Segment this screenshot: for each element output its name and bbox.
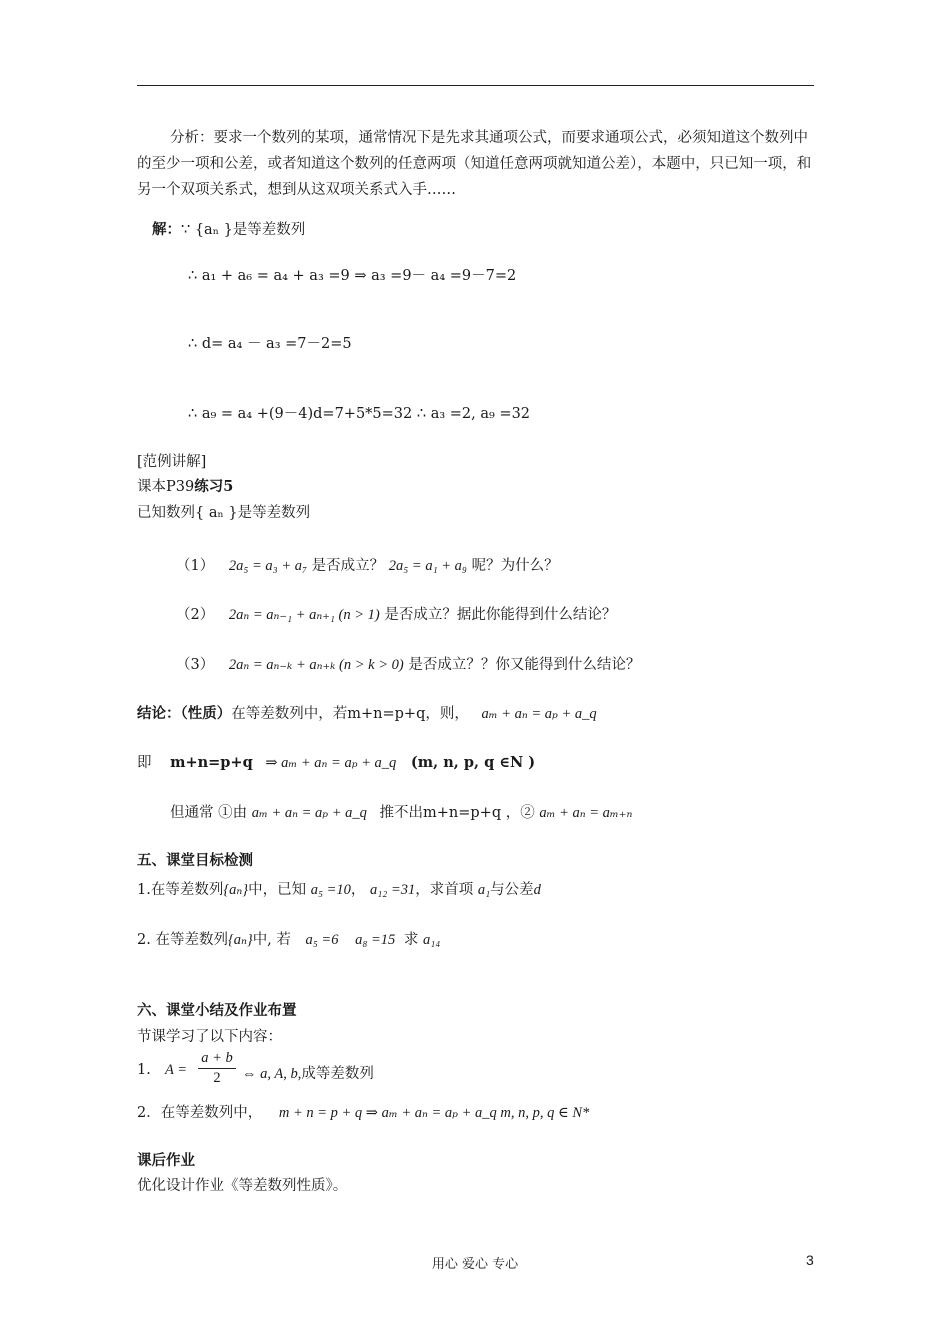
fraction-denominator: 2 (213, 1070, 221, 1086)
ji-condition: m+n=p+q (170, 754, 253, 771)
conclusion-line (137, 704, 597, 724)
exercise-2-target: a₁₄ (423, 932, 441, 948)
exercise-1-seq: {aₙ} (223, 882, 249, 898)
question-2-expr: 2aₙ = aₙ₋₁ + aₙ₊₁ (n > 1) (228, 607, 380, 623)
exercise-1-ask: ，求首项 (415, 882, 474, 898)
summary-item-2 (137, 1103, 589, 1123)
question-1-label: （1） (176, 558, 215, 574)
summary-item-1-rhs: ⇔ a, A, b, (242, 1066, 302, 1082)
example-source (137, 477, 233, 497)
homework-text: 优化设计作业《等差数列性质》。 (137, 1178, 348, 1194)
exercise-1-cond-1: a₅ =10 (310, 882, 351, 898)
fraction-bar (198, 1068, 236, 1069)
header-rule (137, 85, 814, 86)
example-source-prefix: 课本P39 (137, 479, 195, 495)
ji-expr: ⇒ aₘ + aₙ = aₚ + a_q (265, 755, 397, 771)
question-1-tail: 呢？为什么？ (471, 558, 559, 574)
conclusion-text: 在等差数列中，若m+n=p+q，则， (231, 706, 469, 722)
summary-item-1-tail: 成等差数列 (301, 1066, 374, 1082)
page-number: 3 (806, 1252, 814, 1268)
exercise-2-mid: 中, 若 (252, 932, 291, 948)
question-1-expr-1: 2a₅ = a₃ + a₇ (228, 558, 308, 574)
exercise-1-and: 与公差 (490, 882, 534, 898)
analysis-paragraph: 分析：要求一个数列的某项，通常情况下是先求其通项公式，而要求通项公式，必须知道这个数列中的至少一项和公差，或者知道这个数列的任意两项（知道任意两项就知道公差），本题中，只已知一项，和另一个双项关系式，想到从这双项关系式入手…… (137, 130, 812, 198)
exercise-1-a1: a₁ (477, 882, 491, 898)
question-2-tail: 是否成立？据此你能得到什么结论？ (384, 607, 617, 623)
exercise-1-sep: ， (350, 882, 366, 898)
note-expr-2: aₘ + aₙ = aₘ₊ₙ (539, 805, 633, 821)
summary-item-1-number: 1. (137, 1062, 151, 1078)
question-3-expr: 2aₙ = aₙ₋ₖ + aₙ₊ₖ (n > k > 0) (228, 657, 404, 673)
solution-line-0 (152, 220, 305, 240)
ji-label: 即 (137, 755, 152, 771)
summary-item-1-rhs-wrap (242, 1062, 374, 1083)
ji-domain: (m, n, p, q ∈N ) (410, 754, 536, 771)
question-2 (176, 605, 616, 625)
conclusion-ji-line (137, 753, 535, 773)
summary-item-1-lhs: A = (165, 1062, 188, 1078)
exercise-1-d: d (533, 882, 541, 898)
question-1-mid: 是否成立？ (311, 558, 385, 574)
question-3-label: （3） (176, 657, 215, 673)
solution-premise: ∵ {aₙ }是等差数列 (181, 222, 306, 238)
fraction-numerator: a + b (201, 1050, 233, 1066)
question-3-tail: 是否成立？？你又能得到什么结论？ (408, 657, 641, 673)
summary-item-2-expr: m + n = p + q ⇒ aₘ + aₙ = aₚ + a_q m, n, p, q ∈ N* (278, 1105, 590, 1121)
exercise-2-seq: {aₙ} (227, 932, 253, 948)
solution-line-3: ∴ a₉ = a₄ +(9－4)d=7+5*5=32 ∴ a₃ =2, a₉ =32 (188, 406, 531, 422)
exercise-1-mid: 中，已知 (248, 882, 307, 898)
solution-line-1: ∴ a₁ + a₆ = a₄ + a₃ =9 ⇒ a₃ =9－ a₄ =9－7=2 (188, 268, 517, 284)
page-footer: 用心 爱心 专心 (431, 1257, 519, 1272)
conclusion-label: 结论：（性质） (137, 705, 232, 722)
question-3 (176, 655, 640, 675)
note-expr-1: aₘ + aₙ = aₚ + a_q (251, 805, 367, 821)
exercise-2-prefix: 2. 在等差数列 (137, 932, 228, 948)
summary-item-1-fraction (196, 1050, 238, 1087)
exercise-1-prefix: 1.在等差数列 (137, 882, 224, 898)
conclusion-expr: aₘ + aₙ = aₚ + a_q (481, 706, 597, 722)
solution-line-2: ∴ d= a₄ － a₃ =7－2=5 (188, 336, 352, 352)
exercise-1 (137, 880, 541, 900)
example-heading: [范例讲解] (137, 454, 207, 470)
example-given: 已知数列{ aₙ }是等差数列 (137, 505, 311, 521)
note-prefix: 但通常 ①由 (170, 805, 248, 821)
summary-item-2-prefix: 2．在等差数列中， (137, 1105, 263, 1121)
solution-label: 解： (152, 221, 181, 238)
exercise-2-ask: 求 (403, 932, 419, 948)
example-source-exercise: 练习5 (194, 478, 234, 495)
question-1-expr-2: 2a₅ = a₁ + a₉ (388, 558, 467, 574)
exercise-1-cond-2: a₁₂ =31 (370, 882, 416, 898)
section-6-heading: 六、课堂小结及作业布置 (137, 1002, 297, 1019)
question-1 (176, 556, 559, 576)
exercise-2-cond-1: a₅ =6 (305, 932, 339, 948)
section-5-heading: 五、课堂目标检测 (137, 852, 253, 869)
exercise-2-cond-2: a₈ =15 (355, 932, 396, 948)
note-mid: 推不出m+n=p+q ，② (379, 805, 535, 821)
conclusion-note (170, 803, 632, 823)
summary-intro: 节课学习了以下内容： (137, 1029, 282, 1045)
exercise-2 (137, 930, 440, 950)
homework-heading: 课后作业 (137, 1152, 195, 1169)
question-2-label: （2） (176, 607, 215, 623)
